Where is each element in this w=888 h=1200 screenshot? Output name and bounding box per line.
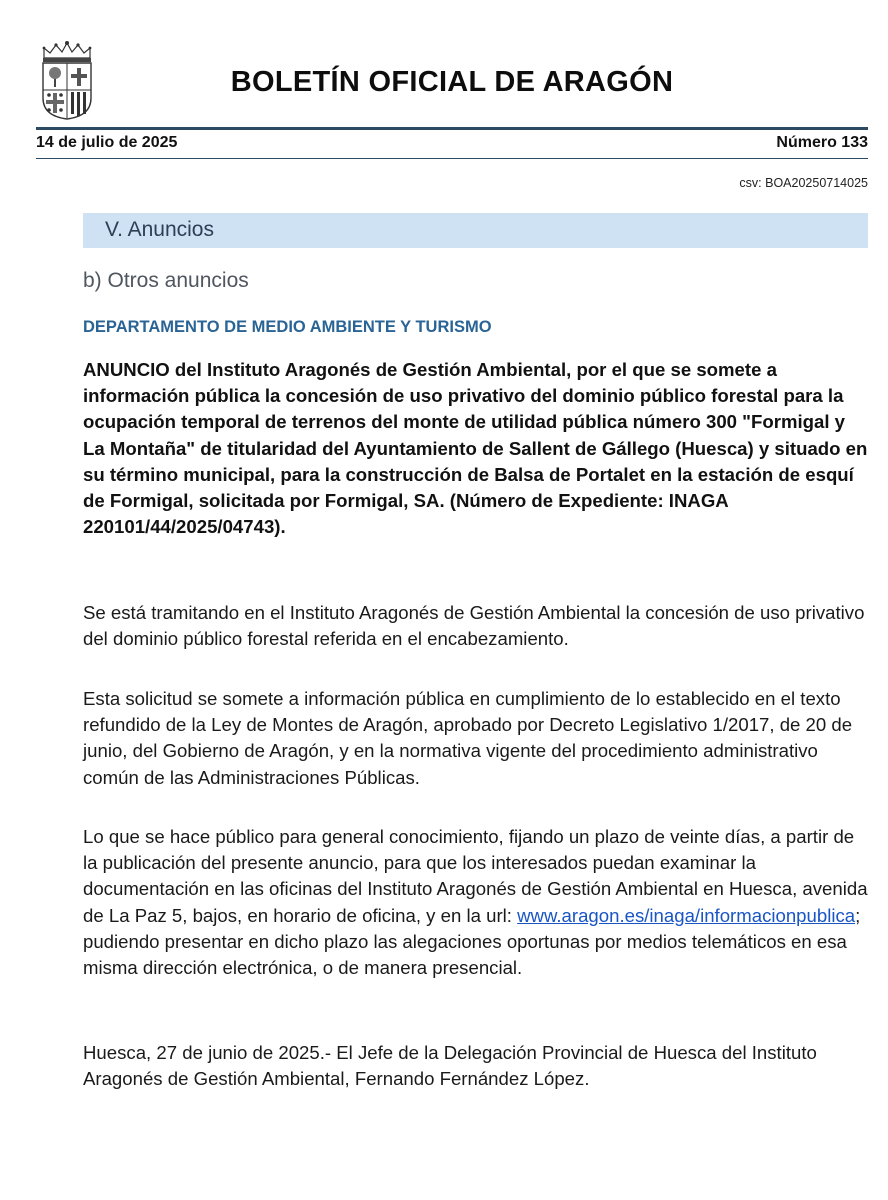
subsection-heading: b) Otros anuncios (83, 269, 249, 292)
header-rule-bottom (36, 158, 868, 159)
paragraph-3-text-end: ; pudiendo presentar en dicho plazo las alegaciones oportunas por medios telemáticos en esa misma dirección electrónica, o de manera presencial. (83, 904, 861, 979)
signature-paragraph: Huesca, 27 de junio de 2025.- El Jefe de la Delegación Provincial de Huesca del Instituto Aragonés de Gestión Ambiental, Fernando Fernández López. (83, 1042, 817, 1090)
bulletin-title: BOLETÍN OFICIAL DE ARAGÓN (230, 66, 674, 98)
header-rule-top (36, 127, 868, 130)
section-heading: V. Anuncios (105, 218, 214, 241)
announcement-title: ANUNCIO del Instituto Aragonés de Gestión Ambiental, por el que se somete a información pública la concesión de uso privativo del dominio público forestal para la ocupación temporal de terrenos del monte de utilidad pública número 300 "Formigal y La Montaña" de titularidad del Ayuntamiento de Sallent de Gállego (Huesca) y situado en su término municipal, para la construcción de Balsa de Portalet en la estación de esquí de Formigal, solicitada por Formigal, SA. (Número de Expediente: INAGA 220101/44/2025/04743). (83, 359, 868, 538)
body-paragraph-1: Se está tramitando en el Instituto Aragonés de Gestión Ambiental la concesión de uso privativo del dominio público forestal referida en el encabezamiento. (83, 602, 865, 650)
csv-code: csv: BOA20250714025 (739, 176, 868, 190)
issue-number: Número 133 (776, 134, 868, 151)
body-paragraph-2: Esta solicitud se somete a información pública en cumplimiento de lo establecido en el texto refundido de la Ley de Montes de Aragón, aprobado por Decreto Legislativo 1/2017, de 20 de junio, del Gobierno de Aragón, y en la normativa vigente del procedimiento administrativo común de las Administraciones Públicas. (83, 688, 853, 788)
inaga-info-link[interactable]: www.aragon.es/inaga/informacionpublica (517, 904, 856, 926)
section-heading-band (83, 213, 868, 248)
body-paragraph-3 (83, 824, 868, 981)
paragraph-3-text-start: Lo que se hace público para general conocimiento, fijando un plazo de veinte días, a partir de la publicación del presente anuncio, para que los interesados puedan examinar la documentación en las oficinas del Instituto Aragonés de Gestión Ambiental en Huesca, avenida de La Paz 5, bajos, en horario de oficina, y en la url: (83, 826, 868, 926)
department-heading: DEPARTAMENTO DE MEDIO AMBIENTE Y TURISMO (83, 318, 492, 336)
aragon-coat-of-arms-icon (38, 40, 96, 120)
publication-date: 14 de julio de 2025 (36, 134, 178, 151)
